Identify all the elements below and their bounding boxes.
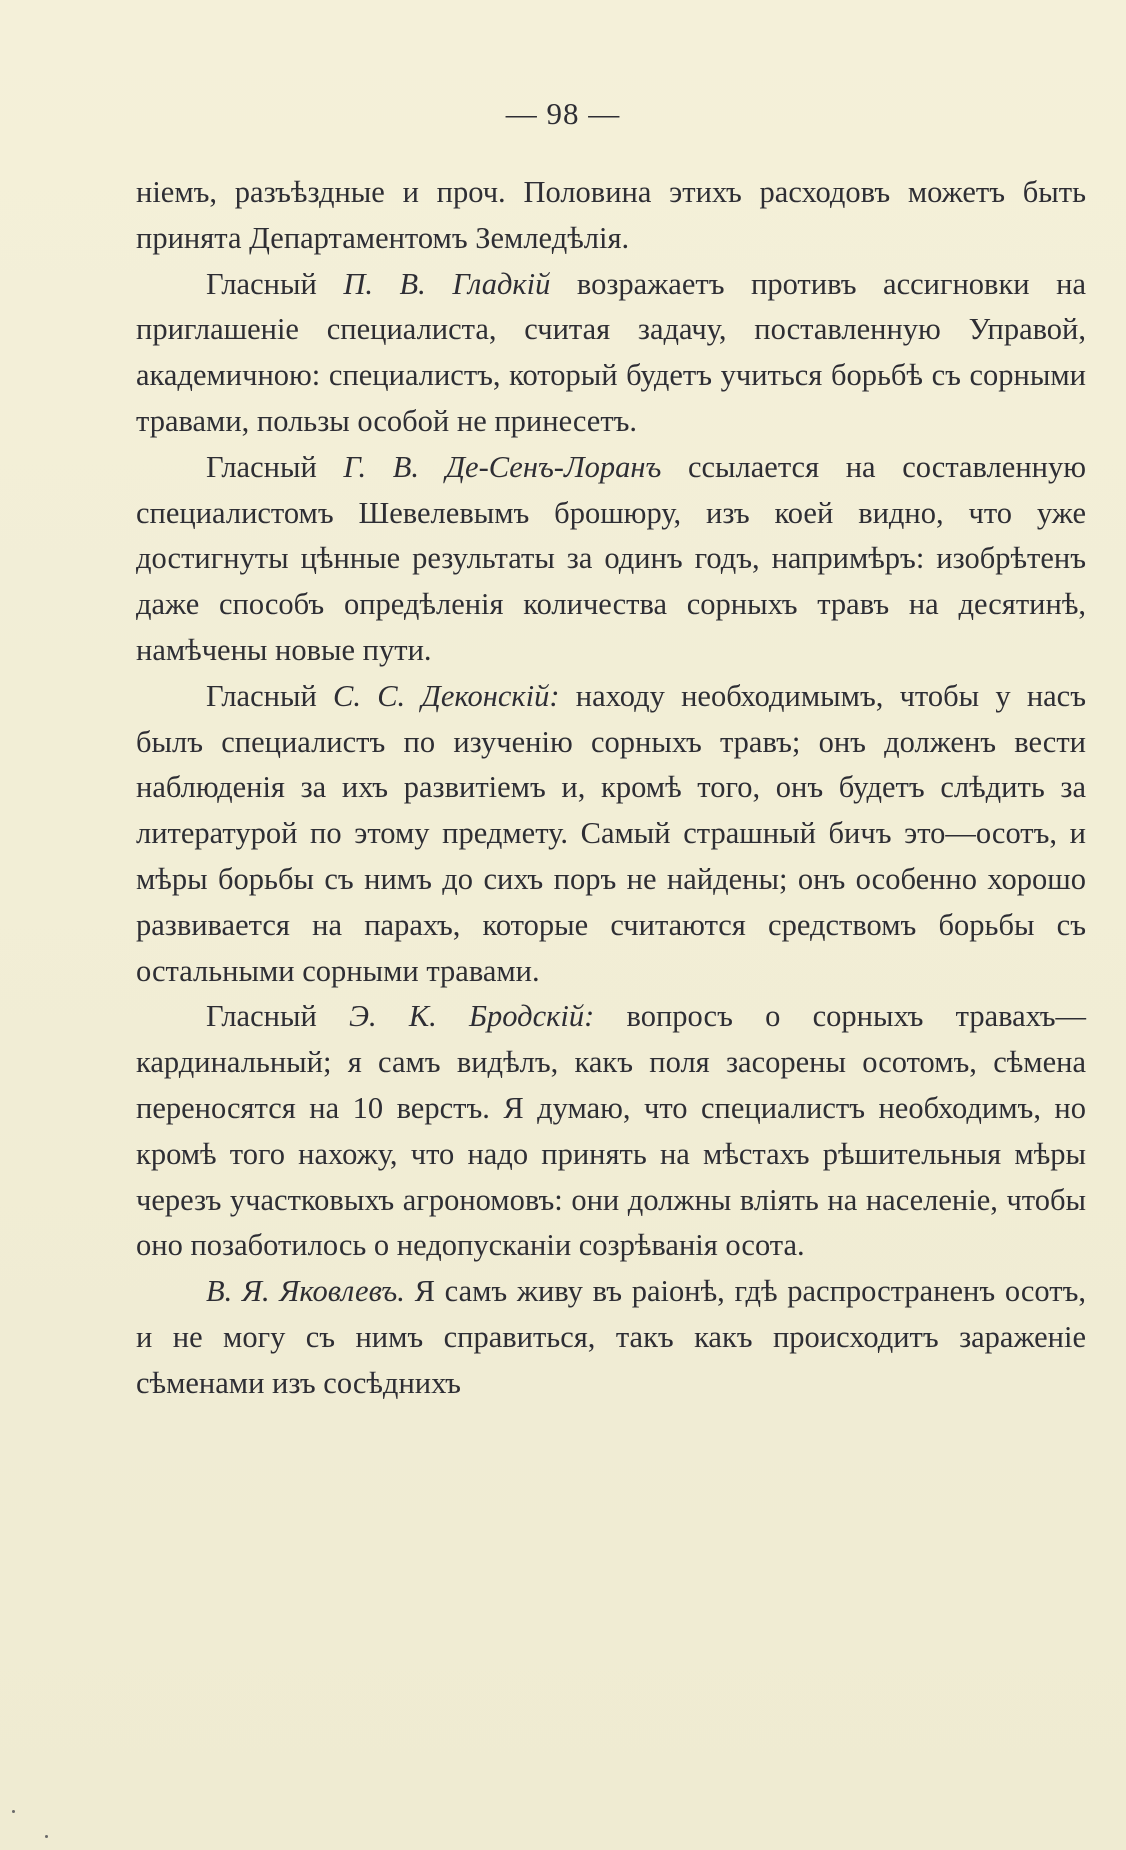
paragraph-3 (136, 445, 1086, 674)
paragraph-text: возражаетъ противъ ассигновки на приглашеніе специалиста, считая задачу, поставленную Управой, академичною: специалистъ, который будетъ учиться борьбѣ съ сорными травами, пользы особой не принесетъ. (136, 266, 1086, 438)
speaker-name: П. В. Гладкій (343, 266, 551, 301)
paragraph-1 (136, 170, 1086, 262)
speck (12, 1810, 15, 1813)
speaker-name: С. С. Деконскій: (333, 678, 560, 713)
paragraph-prefix: Гласный (206, 999, 350, 1034)
paragraph-prefix: Гласный (206, 266, 344, 301)
paragraph-6 (136, 1269, 1086, 1406)
paragraph-5 (136, 994, 1086, 1269)
speaker-name: В. Я. Яковлевъ. (206, 1274, 405, 1309)
paragraph-4 (136, 674, 1086, 995)
speck (45, 1835, 48, 1838)
paragraph-text: находу необходимымъ, чтобы у насъ былъ специалистъ по изученію сорныхъ травъ; онъ долженъ вести наблюденія за ихъ развитіемъ и, кромѣ того, онъ будетъ слѣдить за литературой по этому предмету. Самый страшный бичъ это—осотъ, и мѣры борьбы съ нимъ до сихъ поръ не найдены; онъ особенно хорошо развивается на парахъ, которые считаются средствомъ борьбы съ остальными сорными травами. (136, 678, 1086, 988)
paragraph-text: ссылается на составленную специалистомъ Шевелевымъ брошюру, изъ коей видно, что уже достигнуты цѣнные результаты за одинъ годъ, напримѣръ: изобрѣтенъ даже способъ опредѣленія количества сорныхъ травъ на десятинѣ, намѣчены новые пути. (136, 449, 1086, 667)
paragraph-text: ніемъ, разъѣздные и проч. Половина этихъ расходовъ можетъ быть принята Департаментомъ Земледѣлія. (136, 175, 1086, 255)
speaker-name: Г. В. Де-Сенъ-Лоранъ (343, 449, 662, 484)
paragraph-prefix: Гласный (206, 678, 334, 713)
body-text (136, 170, 1086, 1407)
paragraph-text: вопросъ о сорныхъ травахъ—кардинальный; я самъ видѣлъ, какъ поля засорены осотомъ, сѣмена переносятся на 10 верстъ. Я думаю, что специалистъ необходимъ, но кромѣ того нахожу, что надо принять на мѣстахъ рѣшительныя мѣры черезъ участковыхъ агрономовъ: они должны вліять на населеніе, чтобы оно позаботилось о недопусканіи созрѣванія осота. (136, 999, 1086, 1263)
paragraph-prefix: Гласный (206, 449, 344, 484)
paragraph-text: Я самъ живу въ раіонѣ, гдѣ распространенъ осотъ, и не могу съ нимъ справиться, такъ какъ происходитъ зараженіе сѣменами изъ сосѣднихъ (136, 1274, 1086, 1400)
speaker-name: Э. К. Бродскій: (349, 999, 595, 1034)
paragraph-2 (136, 262, 1086, 445)
page-number: — 98 — (505, 96, 621, 131)
